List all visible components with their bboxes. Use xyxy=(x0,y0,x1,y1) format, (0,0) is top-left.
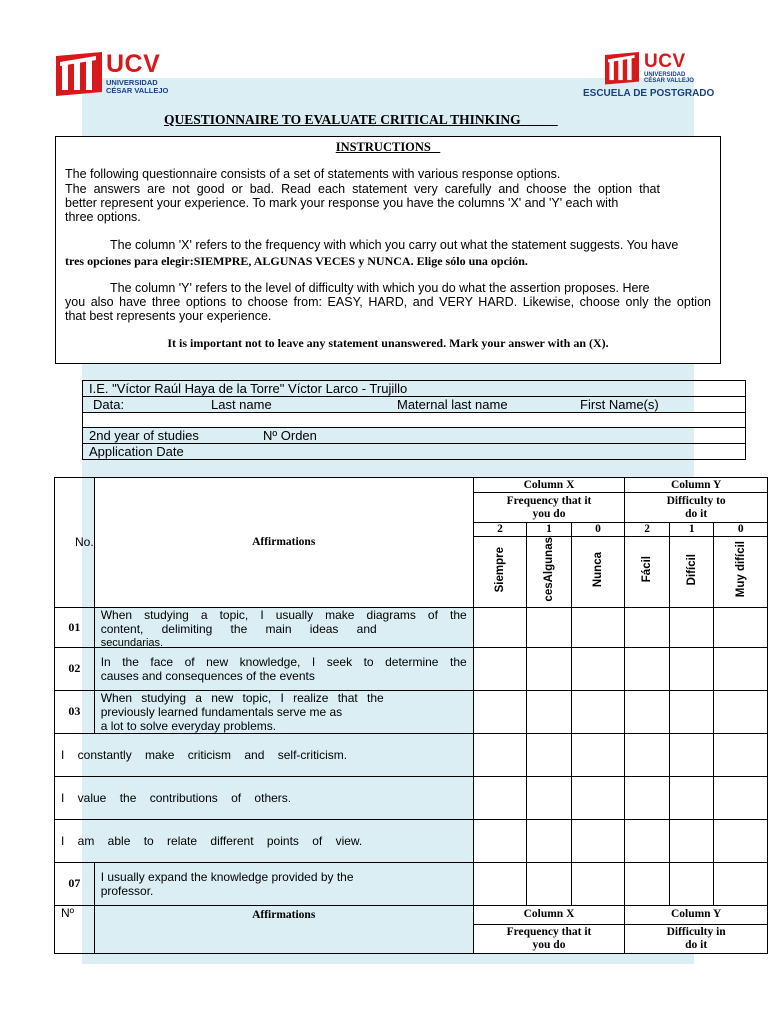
row-number: 02 xyxy=(55,647,95,690)
logo-line2: CÉSAR VALLEJO xyxy=(106,85,169,95)
answer-cell[interactable] xyxy=(527,607,572,647)
school-field: I.E. "Víctor Raúl Haya de la Torre" Víctor Larco - Trujillo xyxy=(89,381,408,396)
footer-affirmations-header: Affirmations xyxy=(94,905,473,953)
frequency-line2: you do xyxy=(532,507,566,520)
logo-line1: UNIVERSIDAD xyxy=(644,72,686,78)
answer-cell[interactable] xyxy=(527,776,572,819)
answer-cell[interactable] xyxy=(714,607,768,647)
last-name-label: Last name xyxy=(211,397,272,412)
affirmation-line: professor. xyxy=(100,883,154,898)
affirmation-text: I am able to relate different points of view. xyxy=(55,819,474,862)
answer-cell[interactable] xyxy=(527,690,572,733)
frequency-line1: Frequency that it xyxy=(506,494,592,507)
instructions-p3-line1: The column 'Y' refers to the level of difficulty with which you do what the assertion proposes. Here xyxy=(110,281,650,295)
answer-cell[interactable] xyxy=(714,862,768,905)
affirmation-text xyxy=(94,690,473,733)
ucv-emblem-icon xyxy=(56,52,102,98)
logo-name: UCV xyxy=(106,50,161,78)
info-row-year xyxy=(82,428,746,444)
no-header: No. xyxy=(55,478,95,608)
difficulty-header xyxy=(625,493,768,523)
answer-cell[interactable] xyxy=(527,647,572,690)
answer-cell[interactable] xyxy=(527,862,572,905)
answer-cell[interactable] xyxy=(669,776,714,819)
table-row xyxy=(55,647,768,690)
option-muy-dificil: Muy difícil xyxy=(714,537,768,608)
score-cell: 0 xyxy=(714,523,768,537)
year-label: 2nd year of studies xyxy=(89,428,199,443)
instructions-p1-line1: The following questionnaire consists of a set of statements with various response options. xyxy=(65,167,561,181)
footer-frequency-line2: you do xyxy=(532,938,566,951)
answer-cell[interactable] xyxy=(669,819,714,862)
info-row-school xyxy=(82,380,746,397)
answer-cell[interactable] xyxy=(473,647,527,690)
instructions-p1-line4: three options. xyxy=(65,210,141,224)
first-names-label: First Name(s) xyxy=(580,397,659,412)
score-cell: 2 xyxy=(473,523,527,537)
instructions-p2-line1: The column 'X' refers to the frequency with which you carry out what the statement suggests. You have xyxy=(110,238,679,252)
table-row xyxy=(55,690,768,733)
affirmation-text xyxy=(94,862,473,905)
affirmation-text xyxy=(94,607,473,647)
answer-cell[interactable] xyxy=(625,733,670,776)
score-cell: 1 xyxy=(527,523,572,537)
info-row-date xyxy=(82,444,746,460)
affirmation-line: In the face of new knowledge, I seek to determine the xyxy=(100,654,467,669)
difficulty-line1: Difficulty to xyxy=(666,494,726,507)
answer-cell[interactable] xyxy=(473,607,527,647)
column-y-header: Column Y xyxy=(625,478,768,493)
footer-column-x-header: Column X xyxy=(473,905,625,924)
table-row xyxy=(55,819,768,862)
answer-cell[interactable] xyxy=(527,819,572,862)
answer-cell[interactable] xyxy=(625,607,670,647)
instructions-p3-line3: that best represents your experience. xyxy=(65,309,272,323)
row-number: 01 xyxy=(55,607,95,647)
instructions-p3-line2: you also have three options to choose from: EASY, HARD, and VERY HARD. Likewise, choose only the option xyxy=(65,295,711,309)
affirmations-table xyxy=(54,477,768,954)
info-row-blank[interactable] xyxy=(82,413,746,428)
instructions-heading: INSTRUCTIONS xyxy=(335,140,441,154)
answer-cell[interactable] xyxy=(669,733,714,776)
score-cell: 1 xyxy=(669,523,714,537)
footer-difficulty-line1: Difficulty in xyxy=(666,925,726,938)
table-row xyxy=(55,607,768,647)
answer-cell[interactable] xyxy=(473,862,527,905)
footer-frequency-header xyxy=(473,924,625,953)
affirmation-line: a lot to solve everyday problems. xyxy=(100,718,277,733)
answer-cell[interactable] xyxy=(473,776,527,819)
footer-difficulty-header xyxy=(625,924,768,953)
instructions-note: It is important not to leave any statement unanswered. Mark your answer with an (X). xyxy=(167,336,609,350)
answer-cell[interactable] xyxy=(714,776,768,819)
logo-name: UCV xyxy=(644,51,686,72)
affirmation-line: previously learned fundamentals serve me as xyxy=(100,704,343,719)
answer-cell[interactable] xyxy=(571,690,625,733)
affirmation-line: When studying a topic, I usually make diagrams of the xyxy=(100,608,467,623)
answer-cell[interactable] xyxy=(669,690,714,733)
affirmation-line: When studying a new topic, I realize that the xyxy=(100,690,384,705)
answer-cell[interactable] xyxy=(527,733,572,776)
frequency-header xyxy=(473,493,625,523)
order-label: Nº Orden xyxy=(263,428,317,443)
answer-cell[interactable] xyxy=(473,690,527,733)
answer-cell[interactable] xyxy=(625,862,670,905)
affirmations-header: Affirmations xyxy=(94,478,473,608)
score-cell: 2 xyxy=(625,523,670,537)
instructions-p1-line3: better represent your experience. To mark your response you have the columns 'X' and 'Y' each with xyxy=(65,196,619,210)
option-algunas-veces: cesAlgunas xyxy=(527,537,572,608)
answer-cell[interactable] xyxy=(625,819,670,862)
option-siempre: Siempre xyxy=(473,537,527,608)
footer-frequency-line1: Frequency that it xyxy=(506,925,592,938)
answer-cell[interactable] xyxy=(669,862,714,905)
answer-cell[interactable] xyxy=(571,607,625,647)
logo-line2: CÉSAR VALLEJO xyxy=(644,78,694,84)
maternal-last-name-label: Maternal last name xyxy=(397,397,508,412)
instructions-box xyxy=(55,136,721,364)
affirmation-line: I usually expand the knowledge provided by the xyxy=(100,869,354,884)
school-name: ESCUELA DE POSTGRADO xyxy=(583,88,715,99)
row-number: 03 xyxy=(55,690,95,733)
answer-cell[interactable] xyxy=(473,819,527,862)
table-row xyxy=(55,776,768,819)
table-row xyxy=(55,733,768,776)
answer-cell[interactable] xyxy=(571,733,625,776)
affirmation-text xyxy=(94,647,473,690)
answer-cell[interactable] xyxy=(625,776,670,819)
option-nunca: Nunca xyxy=(571,537,625,608)
answer-cell[interactable] xyxy=(625,690,670,733)
footer-no-header: Nº xyxy=(55,905,95,953)
answer-cell[interactable] xyxy=(571,647,625,690)
logo-line1: UNIVERSIDAD xyxy=(106,78,158,87)
answer-cell[interactable] xyxy=(571,776,625,819)
column-x-header: Column X xyxy=(473,478,625,493)
answer-cell[interactable] xyxy=(714,647,768,690)
application-date-label: Application Date xyxy=(89,444,184,459)
affirmation-text: I constantly make criticism and self-criticism. xyxy=(55,733,474,776)
affirmation-text: I value the contributions of others. xyxy=(55,776,474,819)
answer-cell[interactable] xyxy=(571,862,625,905)
table-row xyxy=(55,862,768,905)
ucv-logo-right xyxy=(604,52,694,86)
row-number: 07 xyxy=(55,862,95,905)
answer-cell[interactable] xyxy=(473,733,527,776)
answer-cell[interactable] xyxy=(669,647,714,690)
answer-cell[interactable] xyxy=(714,819,768,862)
ucv-emblem-icon xyxy=(604,52,640,86)
answer-cell[interactable] xyxy=(714,690,768,733)
data-label: Data: xyxy=(93,397,125,412)
instructions-p1-line2: The answers are not good or bad. Read each statement very carefully and choose the option that xyxy=(65,182,660,196)
score-cell: 0 xyxy=(571,523,625,537)
info-row-names xyxy=(82,397,746,413)
option-facil: Fácil xyxy=(625,537,670,608)
answer-cell[interactable] xyxy=(625,647,670,690)
difficulty-line2: do it xyxy=(685,507,708,520)
instructions-p2-line2: tres opciones para elegir:SIEMPRE, ALGUNAS VECES y NUNCA. Elige sólo una opción. xyxy=(65,254,528,268)
affirmation-line: secundarias. xyxy=(100,637,164,647)
ucv-logo-left xyxy=(56,52,168,98)
affirmation-line: causes and consequences of the events xyxy=(100,668,315,683)
answer-cell[interactable] xyxy=(669,607,714,647)
page-title: QUESTIONNAIRE TO EVALUATE CRITICAL THINKING xyxy=(164,112,558,127)
affirmation-line: content, delimiting the main ideas and xyxy=(100,622,377,637)
footer-difficulty-line2: do it xyxy=(685,938,708,951)
footer-column-y-header: Column Y xyxy=(625,905,768,924)
answer-cell[interactable] xyxy=(571,819,625,862)
answer-cell[interactable] xyxy=(714,733,768,776)
option-dificil: Difícil xyxy=(669,537,714,608)
